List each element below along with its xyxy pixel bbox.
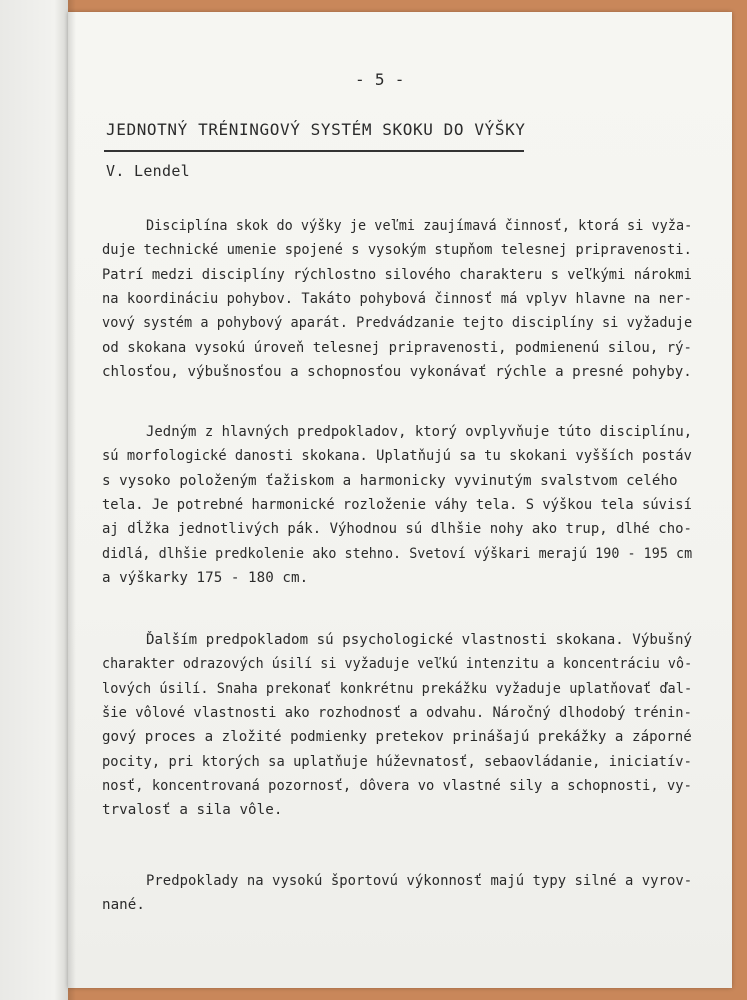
author: V. Lendel: [106, 162, 190, 180]
paragraph-4-line: Predpoklady na vysokú športovú výkonnosť majú typy silné a vyrov-: [146, 873, 693, 889]
paragraph-2-line: aj dĺžka jednotlivých pák. Výhodnou sú dlhšie nohy ako trup, dlhé cho-: [102, 521, 692, 538]
paragraph-3-line: trvalosť a sila vôle.: [102, 802, 283, 819]
paragraph-1-line: na koordináciu pohybov. Takáto pohybová činnosť má vplyv hlavne na ner-: [102, 290, 692, 307]
paragraph-1-line: vový systém a pohybový aparát. Predvádzanie tejto disciplíny si vyžaduje: [102, 315, 693, 332]
paragraph-1-line: Patrí medzi disciplíny rýchlostno silového charakteru s veľkými nárokmi: [102, 266, 692, 283]
paragraph-2-line: didlá, dlhšie predkolenie ako stehno. Svetoví výškari merajú 190 - 195 cm: [102, 545, 693, 562]
paragraph-1-line: Disciplína skok do výšky je veľmi zaujímavá činnosť, ktorá si vyža-: [146, 218, 693, 234]
paragraph-2-line: a výškarky 175 - 180 cm.: [102, 569, 309, 586]
paragraph-2-line: s vysoko položeným ťažiskom a harmonicky vyvinutým svalstvom celého: [102, 472, 678, 489]
paragraph-1-line: duje technické umenie spojené s vysokým stupňom telesnej pripravenosti.: [102, 242, 692, 259]
paragraph-3-line: Ďalším predpokladom sú psychologické vlastnosti skokana. Výbušný: [146, 632, 693, 648]
paragraph-2-line: tela. Je potrebné harmonické rozloženie váhy tela. S výškou tela súvisí: [102, 496, 692, 513]
paragraph-3-line: pocity, pri ktorých sa uplatňuje húževnatosť, sebaovládanie, iniciatív-: [102, 753, 692, 770]
paragraph-3-line: nosť, koncentrovaná pozornosť, dôvera vo vlastné sily a schopnosti, vy-: [102, 777, 692, 794]
paragraph-3-line: šie vôlové vlastnosti ako rozhodnosť a odvahu. Náročný dlhodobý trénin-: [102, 704, 692, 721]
paragraph-3-line: charakter odrazových úsilí si vyžaduje veľkú intenzitu a koncentráciu vô-: [102, 656, 693, 673]
paragraph-2-line: Jedným z hlavných predpokladov, ktorý ovplyvňuje túto disciplínu,: [146, 424, 693, 440]
title-underline: [104, 150, 524, 152]
paragraph-1-line: chlosťou, výbušnosťou a schopnosťou vykonávať rýchle a presné pohyby.: [102, 363, 692, 380]
page-gutter-shadow: [68, 0, 76, 1000]
paragraph-3-line: lových úsilí. Snaha prekonať konkrétnu prekážku vyžaduje uplatňovať ďal-: [102, 680, 693, 697]
left-page-edge: [0, 0, 68, 1000]
page-number: - 5 -: [355, 70, 405, 89]
paragraph-4-line: nané.: [102, 897, 145, 914]
document-title: JEDNOTNÝ TRÉNINGOVÝ SYSTÉM SKOKU DO VÝŠKY: [106, 120, 526, 139]
paragraph-2-line: sú morfologické danosti skokana. Uplatňujú sa tu skokani vyšších postáv: [102, 448, 692, 465]
paragraph-1-line: od skokana vysokú úroveň telesnej pripravenosti, podmienenú silou, rý-: [102, 339, 692, 356]
paragraph-3-line: gový proces a zložité podmienky pretekov prinášajú prekážky a záporné: [102, 729, 692, 746]
